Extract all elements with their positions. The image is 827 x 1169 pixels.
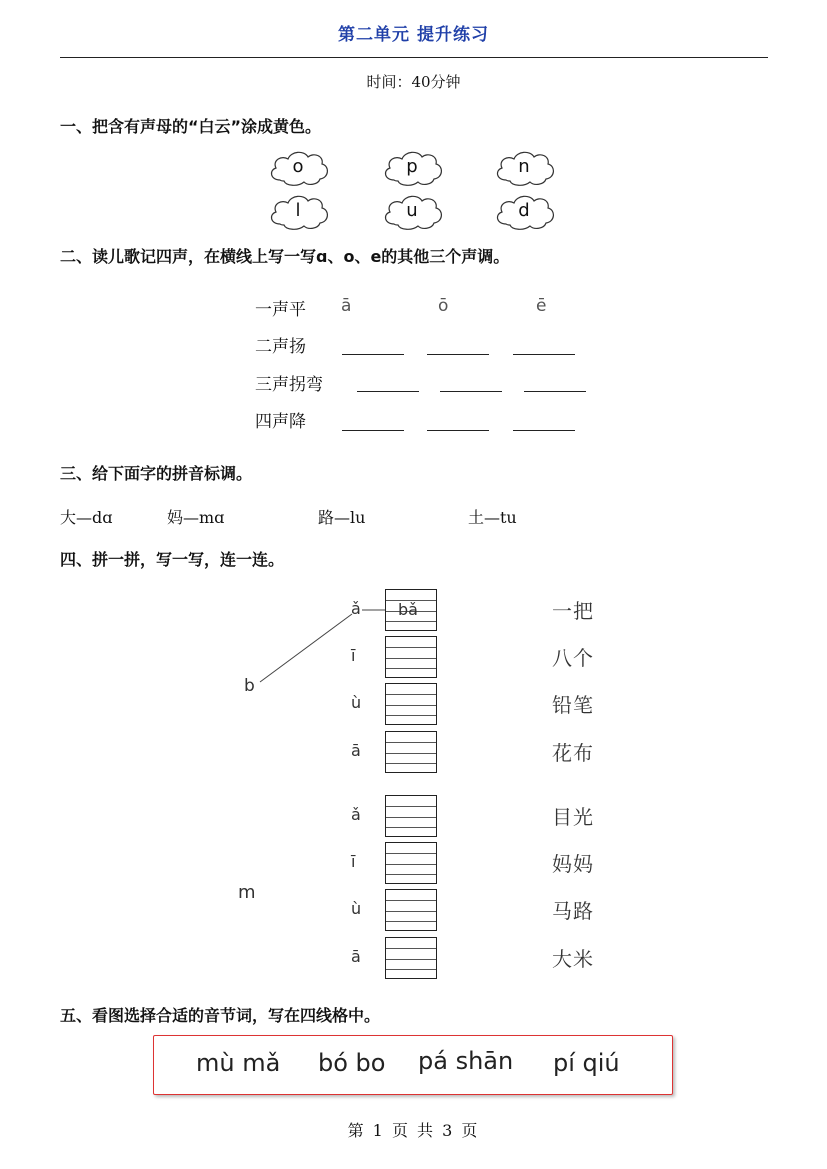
page-title: 第二单元 提升练习	[338, 25, 489, 45]
cloud-letter: p	[406, 156, 418, 177]
grid-line	[386, 864, 436, 865]
tone-item: 妈—mɑ	[167, 508, 225, 527]
final-vowel: ù	[351, 693, 362, 712]
grid-line	[386, 817, 436, 818]
tone-o1: ō	[438, 296, 449, 316]
grid-line	[386, 874, 436, 875]
word-item[interactable]: 妈妈	[552, 852, 594, 876]
grid-line	[386, 853, 436, 854]
tone-item: 土—tu	[468, 508, 517, 527]
grid-line	[386, 969, 436, 970]
example-answer: bǎ	[398, 600, 418, 619]
tone-e1: ē	[536, 296, 547, 316]
cloud-letter: d	[518, 200, 530, 221]
question-3-prompt: 三、给下面字的拼音标调。	[60, 464, 253, 483]
grid-line	[386, 647, 436, 648]
grid-line	[386, 806, 436, 807]
word-item[interactable]: 一把	[552, 599, 594, 623]
tone-item: 大—dɑ	[60, 508, 113, 527]
question-2-prompt: 二、读儿歌记四声，在横线上写一写ɑ、o、e的其他三个声调。	[60, 247, 510, 266]
grid-line	[386, 763, 436, 764]
word-item[interactable]: 花布	[552, 741, 594, 765]
four-line-grid[interactable]	[385, 842, 437, 884]
initial-b: b	[244, 676, 255, 696]
grid-line	[386, 911, 436, 912]
option-pi-qiu[interactable]: pí qiú	[553, 1049, 620, 1077]
word-item[interactable]: 八个	[552, 646, 594, 670]
grid-line	[386, 694, 436, 695]
cloud-letter: n	[518, 156, 530, 177]
final-vowel: ī	[351, 852, 356, 871]
page-footer: 第 1 页 共 3 页	[347, 1121, 480, 1140]
final-vowel: ā	[351, 741, 361, 760]
time-limit: 时间：40分钟	[366, 73, 461, 91]
grid-line	[386, 753, 436, 754]
four-line-grid[interactable]	[385, 636, 437, 678]
word-item[interactable]: 马路	[552, 899, 594, 923]
grid-line	[386, 658, 436, 659]
initial-m: m	[238, 882, 256, 903]
final-vowel: ī	[351, 646, 356, 665]
grid-line	[386, 921, 436, 922]
tone-row-label-2: 二声扬	[255, 337, 306, 357]
connect-line-b	[260, 614, 352, 682]
tone-row-label-3: 三声拐弯	[255, 375, 323, 395]
four-line-grid[interactable]	[385, 889, 437, 931]
final-vowel: ǎ	[351, 599, 361, 618]
final-vowel: ù	[351, 899, 362, 918]
grid-line	[386, 621, 436, 622]
question-4-prompt: 四、拼一拼，写一写，连一连。	[60, 550, 285, 569]
question-1-prompt: 一、把含有声母的“白云”涂成黄色。	[60, 117, 322, 136]
four-line-grid[interactable]	[385, 731, 437, 773]
option-pa-shan[interactable]: pá shān	[418, 1047, 514, 1075]
tone-item: 路—lu	[318, 508, 366, 527]
final-vowel: ǎ	[351, 805, 361, 824]
grid-line	[386, 827, 436, 828]
grid-line	[386, 715, 436, 716]
grid-line	[386, 948, 436, 949]
grid-line	[386, 959, 436, 960]
four-line-grid[interactable]	[385, 795, 437, 837]
option-bo-bo[interactable]: bó bo	[318, 1049, 386, 1077]
word-item[interactable]: 目光	[552, 805, 594, 829]
word-item[interactable]: 大米	[552, 947, 594, 971]
tone-row-label-1: 一声平	[255, 300, 306, 320]
option-mu-ma[interactable]: mù mǎ	[196, 1049, 281, 1077]
four-line-grid[interactable]	[385, 683, 437, 725]
tone-a1: ā	[341, 296, 352, 316]
four-line-grid[interactable]	[385, 937, 437, 979]
question-5-prompt: 五、看图选择合适的音节词，写在四线格中。	[60, 1006, 381, 1025]
tone-row-label-4: 四声降	[255, 412, 306, 432]
grid-line	[386, 668, 436, 669]
cloud-letter: o	[292, 156, 304, 177]
word-item[interactable]: 铅笔	[552, 693, 594, 717]
cloud-letter: l	[295, 200, 301, 221]
grid-line	[386, 742, 436, 743]
cloud-letter: u	[406, 200, 418, 221]
grid-line	[386, 705, 436, 706]
final-vowel: ā	[351, 947, 361, 966]
grid-line	[386, 900, 436, 901]
